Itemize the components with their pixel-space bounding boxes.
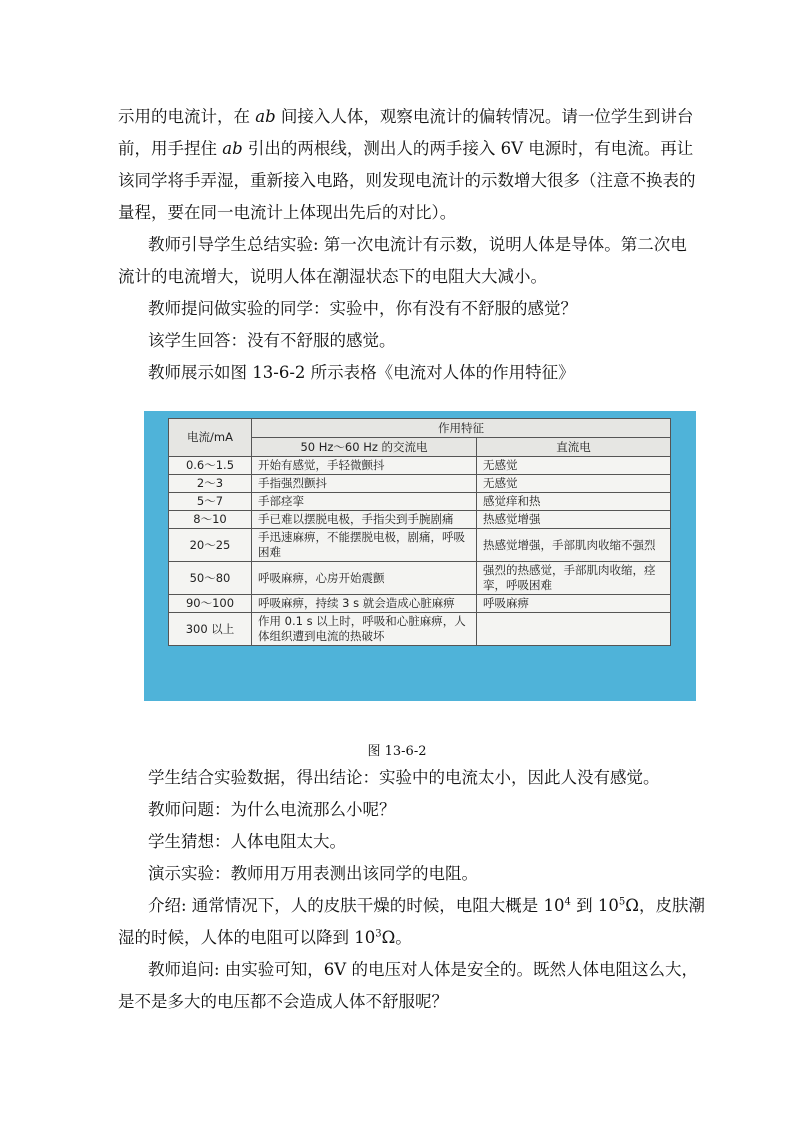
figure-table-image [144, 411, 696, 701]
header-ac: 50 Hz～60 Hz 的交流电 [252, 438, 477, 457]
conclusion-paragraph: 学生结合实验数据，得出结论：实验中的电流太小，因此人没有感觉。 [148, 768, 660, 787]
text-line: 教师引导学生总结实验: 第一次电流计有示数，说明人体是导体。第二次电 [148, 235, 687, 254]
table-row: 5～7 手部痉挛 感觉痒和热 [169, 493, 671, 511]
text-line: 教师追问: 由实验可知，6V 的电压对人体是安全的。既然人体电阻这么大， [148, 960, 698, 979]
table-row: 2～3 手指强烈颤抖 无感觉 [169, 475, 671, 493]
current-effect-table [168, 418, 671, 646]
table-row: 20～25 手迅速麻痹，不能摆脱电极，剧痛，呼吸困难 热感觉增强，手部肌肉收缩不强烈 [169, 529, 671, 562]
header-current: 电流/mA [169, 419, 252, 457]
experiment-paragraph [118, 101, 696, 229]
summary-paragraph [118, 229, 687, 293]
table-header-row [169, 419, 671, 438]
figure-caption: 图 13-6-2 [367, 744, 427, 759]
followup-paragraph [118, 954, 698, 1018]
text-line: 前，用手捏住 ab 引出的两根线，测出人的两手接入 6V 电源时，有电流。再让 [118, 139, 694, 158]
header-effect: 作用特征 [252, 419, 671, 438]
text-line: 湿的时候，人体的电阻可以降到 $10^3\Omega$。 [118, 928, 412, 947]
text-line: 量程，要在同一电流计上体现出先后的对比）。 [118, 203, 457, 222]
text-line: 该同学将手弄湿，重新接入电路，则发现电流计的示数增大很多（注意不换表的 [118, 171, 696, 190]
text-line: 流计的电流增大，说明人体在潮湿状态下的电阻大大减小。 [118, 267, 547, 286]
table-row: 0.6～1.5 开始有感觉，手轻微颤抖 无感觉 [169, 457, 671, 475]
student-guess-paragraph: 学生猜想：人体电阻太大。 [148, 832, 346, 851]
demo-paragraph: 演示实验：教师用万用表测出该同学的电阻。 [148, 864, 478, 883]
table-row: 90～100 呼吸麻痹，持续 3 s 就会造成心脏麻痹 呼吸麻痹 [169, 595, 671, 613]
resistance-paragraph [118, 890, 705, 954]
table-row: 50～80 呼吸麻痹，心房开始震颤 强烈的热感觉，手部肌肉收缩，痉挛，呼吸困难 [169, 562, 671, 595]
header-dc: 直流电 [477, 438, 671, 457]
table-row: 8～10 手已难以摆脱电极，手指尖到手腕剧痛 热感觉增强 [169, 511, 671, 529]
teacher-problem-paragraph: 教师问题：为什么电流那么小呢？ [148, 800, 396, 819]
teacher-question-paragraph: 教师提问做实验的同学：实验中，你有没有不舒服的感觉？ [148, 299, 577, 318]
table-row: 300 以上 作用 0.1 s 以上时，呼吸和心脏麻痹，人体组织遭到电流的热破坏 [169, 613, 671, 646]
text-line: 是不是多大的电压都不会造成人体不舒服呢？ [118, 992, 448, 1011]
student-answer-paragraph: 该学生回答：没有不舒服的感觉。 [148, 331, 396, 350]
text-line: 示用的电流计，在 ab 间接入人体，观察电流计的偏转情况。请一位学生到讲台 [118, 107, 694, 126]
text-line: 介绍: 通常情况下，人的皮肤干燥的时候，电阻大概是 $10^4$ 到 $10^5\Omega$，皮肤潮 [148, 896, 705, 915]
table-intro-paragraph: 教师展示如图 13-6-2 所示表格《电流对人体的作用特征》 [148, 363, 575, 382]
